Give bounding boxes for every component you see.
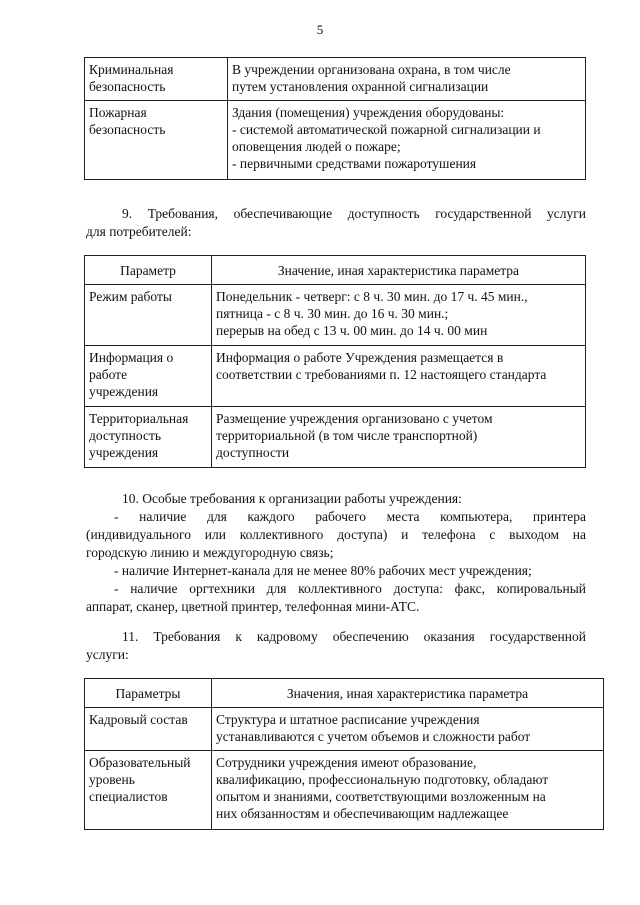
table-row [85, 407, 586, 468]
cell-text: работе [89, 367, 128, 382]
cell-text: территориальной (в том числе транспортной) [216, 428, 478, 443]
paragraph-line: 9. Требования, обеспечивающие доступность государственной услуги [122, 206, 586, 221]
cell-text: Режим работы [89, 289, 172, 304]
accessibility-table [84, 255, 586, 468]
cell-text: Информация о [89, 350, 174, 365]
cell-text: - системой автоматической пожарной сигнализации и [232, 122, 541, 137]
cell-text: путем установления охранной сигнализации [232, 79, 489, 94]
param-cell [85, 101, 228, 180]
cell-text: Понедельник - четверг: с 8 ч. 30 мин. до 17 ч. 45 мин., [216, 289, 528, 304]
paragraph-line: услуги: [86, 647, 129, 662]
param-cell [85, 58, 228, 101]
table-row [85, 101, 586, 180]
cell-text: Образовательный [89, 755, 191, 770]
value-cell [212, 407, 586, 468]
param-cell [85, 708, 212, 751]
param-cell [85, 751, 212, 830]
cell-text: В учреждении организована охрана, в том числе [232, 62, 511, 77]
paragraph-line: - наличие оргтехники для коллективного доступа: факс, копировальный [114, 581, 586, 596]
section-9-paragraph [86, 205, 586, 241]
cell-text: Здания (помещения) учреждения оборудованы: [232, 105, 505, 120]
section-11-paragraph [86, 628, 586, 664]
cell-text: Криминальная [89, 62, 174, 77]
paragraph-line: городскую линию и междугородную связь; [86, 545, 334, 560]
cell-text: Пожарная [89, 105, 147, 120]
cell-text: перерыв на обед с 13 ч. 00 мин. до 14 ч. 00 мин [216, 323, 488, 338]
paragraph-line: 11. Требования к кадровому обеспечению оказания государственной [122, 629, 586, 644]
value-cell [212, 751, 604, 830]
param-cell [85, 346, 212, 407]
paragraph-line: (индивидуального или коллективного доступа) и телефона с выходом на [86, 527, 586, 542]
cell-text: пятница - с 8 ч. 30 мин. до 16 ч. 30 мин.; [216, 306, 449, 321]
paragraph-line: для потребителей: [86, 224, 192, 239]
cell-text: учреждения [89, 445, 159, 460]
cell-text: опытом и знаниями, соответствующими возложенным на [216, 789, 546, 804]
cell-text: Кадровый состав [89, 712, 188, 727]
param-cell [85, 285, 212, 346]
cell-text: оповещения людей о пожаре; [232, 139, 401, 154]
page-number: 5 [316, 22, 324, 37]
cell-text: безопасность [89, 122, 166, 137]
param-cell [85, 407, 212, 468]
table-row [85, 346, 586, 407]
paragraph-line: - наличие для каждого рабочего места компьютера, принтера [114, 509, 586, 524]
value-cell [212, 708, 604, 751]
paragraph-line: 10. Особые требования к организации работы учреждения: [122, 491, 462, 506]
cell-text: доступность [89, 428, 162, 443]
value-cell [228, 101, 586, 180]
value-cell [228, 58, 586, 101]
column-header: Значение, иная характеристика параметра [212, 256, 586, 285]
cell-text: учреждения [89, 384, 159, 399]
safety-table [84, 57, 586, 180]
column-header: Параметр [85, 256, 212, 285]
cell-text: доступности [216, 445, 290, 460]
table-row [85, 285, 586, 346]
table-header-row [85, 679, 604, 708]
table-row [85, 58, 586, 101]
cell-text: них обязанностям и обеспечивающим надлежащее [216, 806, 509, 821]
value-cell [212, 285, 586, 346]
paragraph-line: аппарат, сканер, цветной принтер, телефонная мини-АТС. [86, 599, 420, 614]
cell-text: специалистов [89, 789, 168, 804]
cell-text: устанавливаются с учетом объемов и сложности работ [216, 729, 531, 744]
cell-text: безопасность [89, 79, 166, 94]
cell-text: - первичными средствами пожаротушения [232, 156, 477, 171]
staff-table [84, 678, 604, 830]
cell-text: Информация о работе Учреждения размещается в [216, 350, 504, 365]
cell-text: квалификацию, профессиональную подготовку, обладают [216, 772, 549, 787]
section-10-paragraph [86, 490, 586, 616]
table-row [85, 708, 604, 751]
cell-text: соответствии с требованиями п. 12 настоящего стандарта [216, 367, 547, 382]
table-row [85, 751, 604, 830]
value-cell [212, 346, 586, 407]
column-header: Параметры [85, 679, 212, 708]
column-header: Значения, иная характеристика параметра [212, 679, 604, 708]
paragraph-line: - наличие Интернет-канала для не менее 80% рабочих мест учреждения; [114, 563, 532, 578]
cell-text: Размещение учреждения организовано с учетом [216, 411, 493, 426]
cell-text: уровень [89, 772, 135, 787]
cell-text: Сотрудники учреждения имеют образование, [216, 755, 477, 770]
table-header-row [85, 256, 586, 285]
cell-text: Территориальная [89, 411, 189, 426]
cell-text: Структура и штатное расписание учреждения [216, 712, 480, 727]
